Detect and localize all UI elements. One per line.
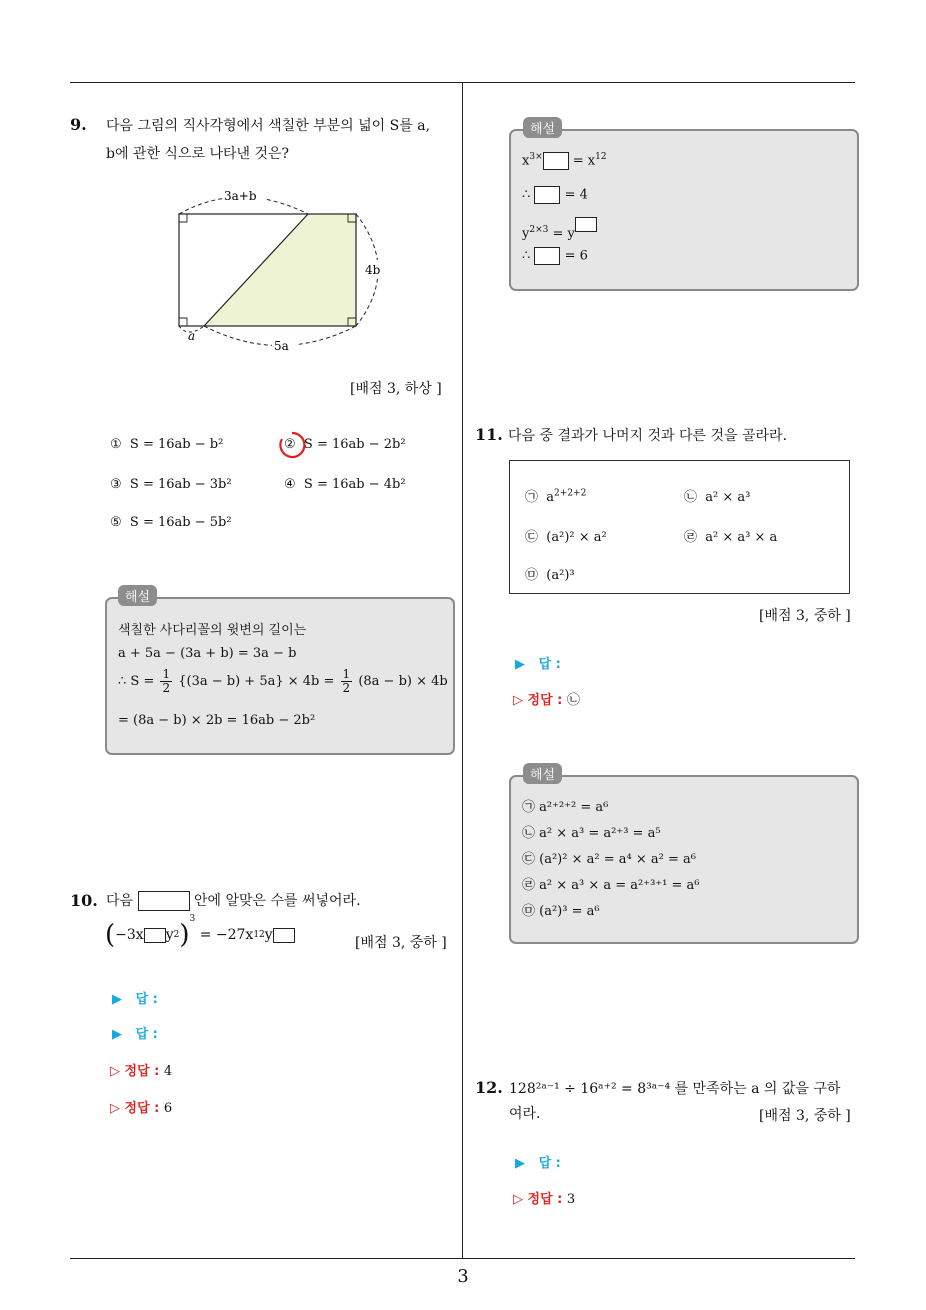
q11-option-3[interactable]: ㉢ (a²)² × a² bbox=[525, 530, 607, 545]
q9-sol-line3: ∴ S = $\frac{1}{2}$ {(3a − b) + 5a} × 4b = $\frac{1}{2}$ (8a − b) × 4b bbox=[118, 667, 448, 695]
q11-sol-line1: ㉠ a²⁺²⁺² = a⁶ bbox=[522, 800, 609, 815]
question-12-text-line2: 여라. bbox=[509, 1106, 541, 1122]
question-12-text-line1: 128²ᵃ⁻¹ ÷ 16ᵃ⁺² = 8³ᵃ⁻⁴ 를 만족하는 a 의 값을 구하 bbox=[509, 1081, 841, 1097]
question-10-expression: (−3x y2)$^3$ = −27x12y bbox=[105, 920, 295, 950]
q10-blank-1[interactable] bbox=[144, 928, 166, 943]
q11-option-4[interactable]: ㉣ a² × a³ × a bbox=[684, 530, 778, 545]
q12-correct: ▷ 정답 : 3 bbox=[513, 1192, 576, 1207]
q11-option-5[interactable]: ㉤ (a²)³ bbox=[525, 568, 575, 583]
q12-answer[interactable]: ▶ 답 : bbox=[515, 1156, 561, 1171]
question-12-score: [배점 3, 중하 ] bbox=[759, 1108, 851, 1124]
column-divider bbox=[462, 83, 463, 1258]
question-12-number: 12. bbox=[475, 1078, 503, 1097]
q10-solution-tag: 해설 bbox=[523, 117, 562, 138]
label-top: 3a+b bbox=[224, 189, 257, 203]
q9-choice-4[interactable]: ④ S = 16ab − 4b² bbox=[284, 477, 406, 492]
page-number: 3 bbox=[457, 1266, 469, 1287]
q9-sol-line1: 색칠한 사다리꼴의 윗변의 길이는 bbox=[118, 623, 307, 638]
sol10-line1: $x^{3\times} = x^{12}$ bbox=[522, 152, 607, 169]
sol10-line4: ∴ = 6 bbox=[522, 248, 588, 264]
question-9-number: 9. bbox=[70, 115, 87, 134]
question-11-score: [배점 3, 중하 ] bbox=[759, 608, 851, 624]
q10-answer-2[interactable]: ▶ 답 : bbox=[112, 1027, 158, 1042]
q11-sol-line4: ㉣ a² × a³ × a = a²⁺³⁺¹ = a⁶ bbox=[522, 878, 700, 893]
q10-correct-2: ▷ 정답 : 6 bbox=[110, 1101, 173, 1116]
q10-blank-2[interactable] bbox=[273, 928, 295, 943]
question-11-number: 11. bbox=[475, 425, 503, 444]
q9-choice-5[interactable]: ⑤ S = 16ab − 5b² bbox=[110, 515, 232, 530]
q11-answer[interactable]: ▶ 답 : bbox=[515, 657, 561, 672]
correct-circle-mark bbox=[277, 430, 307, 460]
q11-sol-line5: ㉤ (a²)³ = a⁶ bbox=[522, 904, 600, 919]
q11-sol-line3: ㉢ (a²)² × a² = a⁴ × a² = a⁶ bbox=[522, 852, 696, 867]
label-bottom: 5a bbox=[274, 339, 289, 353]
q10-blank-box bbox=[138, 891, 190, 911]
q10-answer-1[interactable]: ▶ 답 : bbox=[112, 992, 158, 1007]
sol10-line3: $y^{2\times 3} = y$ bbox=[522, 217, 597, 241]
sol10-line2: ∴ = 4 bbox=[522, 187, 588, 203]
q9-sol-line2: a + 5a − (3a + b) = 3a − b bbox=[118, 646, 297, 661]
footer-rule bbox=[70, 1258, 855, 1259]
q9-solution-tag: 해설 bbox=[118, 585, 157, 606]
question-10-number: 10. bbox=[70, 891, 98, 910]
q11-correct: ▷ 정답 : ㉡ bbox=[513, 693, 580, 708]
q11-option-1[interactable]: ㉠ $a^{2+2+2}$ bbox=[525, 488, 587, 505]
question-9-figure bbox=[160, 180, 420, 355]
q10-correct-1: ▷ 정답 : 4 bbox=[110, 1064, 173, 1079]
q11-option-2[interactable]: ㉡ a² × a³ bbox=[684, 490, 751, 505]
question-10-score: [배점 3, 중하 ] bbox=[355, 935, 447, 951]
question-9-text-line2: b에 관한 식으로 나타낸 것은? bbox=[106, 146, 290, 162]
question-10-text: 다음 안에 알맞은 수를 써넣어라. bbox=[106, 893, 361, 909]
question-11-text: 다음 중 결과가 나머지 것과 다른 것을 골라라. bbox=[508, 428, 788, 444]
q9-choice-3[interactable]: ③ S = 16ab − 3b² bbox=[110, 477, 232, 492]
question-9-score: [배점 3, 하상 ] bbox=[350, 381, 442, 397]
label-bottom-small: a bbox=[188, 329, 196, 343]
q11-sol-line2: ㉡ a² × a³ = a²⁺³ = a⁵ bbox=[522, 826, 661, 841]
shaded-trapezoid bbox=[204, 214, 356, 326]
q9-choice-2[interactable]: ② S = 16ab − 2b² bbox=[284, 437, 406, 452]
label-right: 4b bbox=[365, 263, 381, 277]
question-9-text-line1: 다음 그림의 직사각형에서 색칠한 부분의 넓이 S를 a, bbox=[106, 118, 431, 134]
q11-solution-tag: 해설 bbox=[523, 763, 562, 784]
q9-choice-1[interactable]: ① S = 16ab − b² bbox=[110, 437, 224, 452]
q9-sol-line4: = (8a − b) × 2b = 16ab − 2b² bbox=[118, 713, 316, 728]
